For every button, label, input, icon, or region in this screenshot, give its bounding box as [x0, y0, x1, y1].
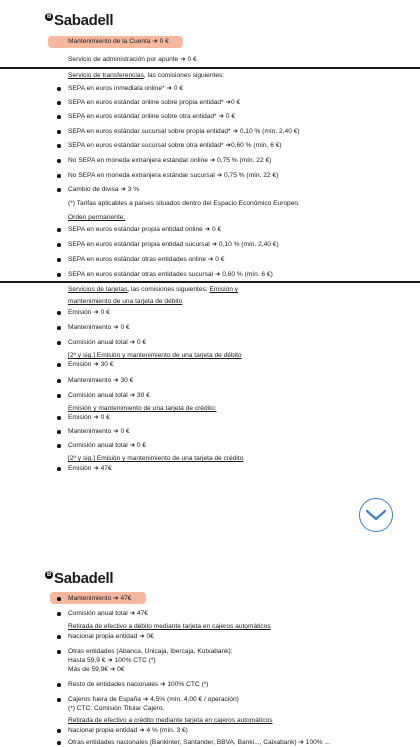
bullet: [57, 416, 61, 420]
standing-order-title: Orden permanente:: [68, 214, 126, 221]
admin-service: Servicio de administración por apunte ➜ 0 €: [68, 56, 197, 63]
bullet: [57, 635, 61, 639]
chevron-down-icon: [365, 508, 387, 522]
sabadell-logo-2: [45, 570, 113, 587]
bullet: [57, 379, 61, 383]
bullet: [57, 273, 61, 277]
list-item: Nacional propia entidad ➜ 4 % (mín. 3 €): [68, 727, 188, 734]
divider-2: [0, 281, 420, 283]
bullet: [57, 430, 61, 434]
bullet: [57, 363, 61, 367]
list-item: SEPA en euros estándar otras entidades online ➜ 0 €: [68, 256, 225, 263]
debit-card-2-title: [2º y sig.] Emisión y mantenimiento de una tarjeta de débito: [68, 352, 242, 359]
bullet: [57, 144, 61, 148]
bullet: [57, 444, 61, 448]
bullet: [57, 698, 61, 702]
list-item: Mantenimiento ➜ 0 €: [68, 428, 130, 435]
list-item: Comisión anual total ➜ 30 €: [68, 392, 150, 399]
bullet: [57, 729, 61, 733]
divider-1: [0, 67, 420, 69]
list-item: SEPA en euros estándar propia entidad sucursal ➜ 0,10 % (mín. 2,40 €): [68, 241, 279, 248]
bullet: [57, 130, 61, 134]
list-item: SEPA en euros estándar propia entidad online ➜ 0 €: [68, 226, 222, 233]
bullet: [57, 394, 61, 398]
bullet: [57, 650, 61, 654]
list-item: Emisión ➜ 0 €: [68, 309, 110, 316]
bullet: [57, 87, 61, 91]
logo-text: Sabadell: [54, 12, 114, 29]
ctc-note: (*) CTC: Comisión Titular Cajero.: [68, 705, 165, 712]
list-item: Emisión ➜ 30 €: [68, 361, 114, 368]
transfers-heading-bold: Servicio de transferencias: [68, 72, 144, 79]
list-item: Emisión ➜ 47€: [68, 465, 112, 472]
bullet: [57, 258, 61, 262]
bullet: [57, 326, 61, 330]
credit-card-2-title: [2º y sig.] Emisión y mantenimiento de una tarjeta de crédito: [68, 455, 244, 462]
account-maintenance: Mantenimiento de la Cuenta ➜ 0 €: [68, 38, 169, 45]
list-item: Cambio de divisa ➜ 3 %: [68, 186, 140, 193]
list-item: SEPA en euros estándar otras entidades sucursal ➜ 0,60 % (mín. 6 €): [68, 271, 273, 278]
logo-mark-icon: B: [46, 571, 52, 578]
list-item: Nacional propia entidad ➜ 0€: [68, 633, 154, 640]
bullet: [57, 159, 61, 163]
list-item: Mantenimiento ➜ 47€: [68, 595, 132, 602]
atm-credit-title: Retirada de efectivo a crédito mediante tarjeta en cajeros automáticos: [68, 717, 273, 724]
bullet: [57, 612, 61, 616]
list-item: Comisión anual total ➜ 47€: [68, 610, 148, 617]
list-item: Comisión anual total ➜ 0 €: [68, 339, 147, 346]
eea-note: (*) Tarifas aplicables a países situados dentro del Espacio Económico Europeo.: [68, 200, 300, 207]
list-item: SEPA en euros estándar sucursal sobre propia entidad* ➜ 0,10 % (mín. 2,40 €): [68, 128, 300, 135]
atm-debit-title: Retirada de efectivo a débito mediante tarjeta en cajeros automáticos: [68, 623, 271, 630]
bullet: [57, 188, 61, 192]
cards-heading-link: Emisión y: [209, 286, 239, 293]
bullet: [57, 174, 61, 178]
list-item: Otras entidades nacionales (Bankinter, Santander, BBVA, Banki..., Caixabank) ➜ 100% ...: [68, 739, 330, 746]
bullet: [57, 243, 61, 247]
bullet: [57, 311, 61, 315]
scroll-down-button[interactable]: [359, 498, 393, 532]
credit-card-title: Emisión y mantenimiento de una tarjeta de crédito:: [68, 405, 217, 412]
bullet: [57, 115, 61, 119]
bullet: [57, 683, 61, 687]
cards-heading: [68, 285, 238, 294]
list-item: Mantenimiento ➜ 30 €: [68, 377, 134, 384]
list-item-line: Hasta 59,9 € ➜ 100% CTC (*): [68, 657, 156, 664]
bullet: [57, 467, 61, 471]
list-item: Comisión anual total ➜ 0 €: [68, 442, 147, 449]
list-item: SEPA en euros estándar sucursal sobre otra entidad* ➜0,60 % (mín. 6 €): [68, 142, 282, 149]
debit-card-title: mantenimiento de una tarjeta de débito: [68, 298, 183, 305]
cards-heading-bold: Servicios de tarjetas: [68, 286, 128, 293]
list-item: Cajeros fuera de España ➜ 4,5% (mín. 4,00 € / operación): [68, 696, 239, 703]
bullet: [57, 597, 61, 601]
list-item: SEPA en euros inmediata online* ➜ 0 €: [68, 85, 184, 92]
logo-mark-icon: B: [46, 13, 52, 20]
transfers-heading: [68, 71, 224, 80]
transfers-heading-rest: , las comisiones siguientes:: [143, 72, 225, 79]
list-item: Otras entidades (Abanca, Unicaja, Ibercaja, Kutxabank):: [68, 648, 233, 655]
bullet: [57, 228, 61, 232]
list-item: Mantenimiento ➜ 0 €: [68, 324, 130, 331]
list-item: SEPA en euros estándar online sobre otra entidad* ➜ 0 €: [68, 113, 236, 120]
cards-heading-rest: , las comisiones siguientes:: [127, 286, 210, 293]
list-item-line: Más de 59,9€ ➜ 0€: [68, 666, 125, 673]
logo-text: Sabadell: [54, 570, 114, 587]
list-item: No SEPA en moneda extranjera estándar online ➜ 0,75 % (mín. 22 €): [68, 157, 272, 164]
list-item: SEPA en euros estándar online sobre propia entidad* ➜0 €: [68, 99, 241, 106]
list-item: Resto de entidades nacionales ➜ 100% CTC (*): [68, 681, 209, 688]
list-item: No SEPA en moneda extranjera estándar sucursal ➜ 0,75 % (mín. 22 €): [68, 172, 279, 179]
list-item: Emisión ➜ 0 €: [68, 414, 110, 421]
bullet: [57, 101, 61, 105]
sabadell-logo: [45, 12, 113, 29]
bullet: [57, 341, 61, 345]
